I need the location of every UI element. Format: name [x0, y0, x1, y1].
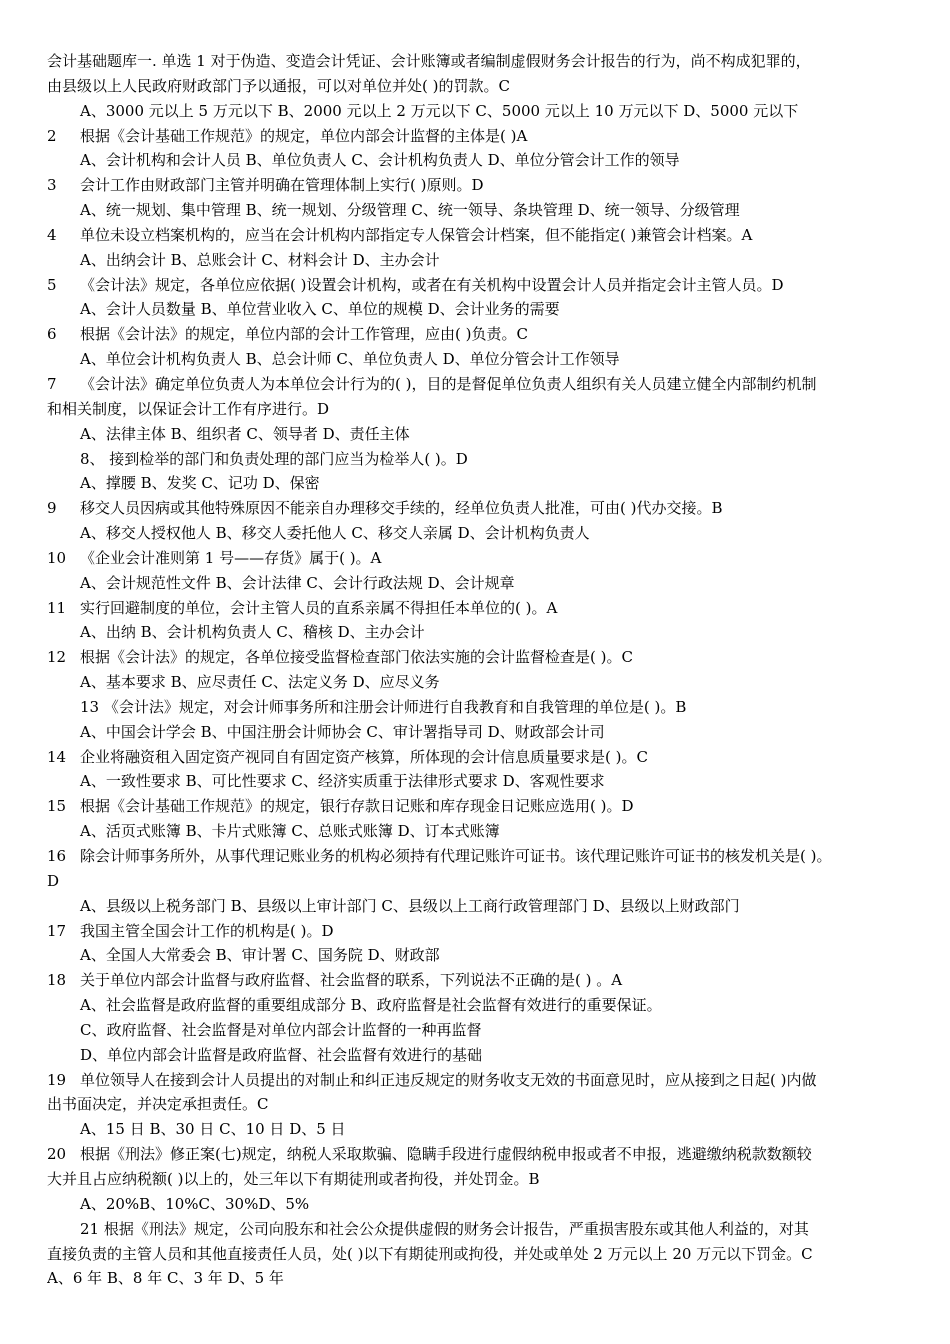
question-line — [47, 372, 928, 397]
question-line — [47, 1068, 928, 1093]
question-text: 《会计法》确定单位负责人为本单位会计行为的( )，目的是督促单位负责人组织有关人员建立健全内部制约机制 — [80, 374, 817, 393]
question-line — [47, 124, 928, 149]
question-text: 除会计师事务所外，从事代理记账业务的机构必须持有代理记账许可证书。该代理记账许可证书的核发机关是( )。 — [80, 847, 832, 865]
continuation-line: 和相关制度，以保证会计工作有序进行。D — [47, 399, 330, 418]
answer-line: A、社会监督是政府监督的重要组成部分 B、政府监督是社会监督有效进行的重要保证。 — [80, 996, 662, 1015]
answer-line: A、会计机构和会计人员 B、单位负责人 C、会计机构负责人 D、单位分管会计工作的领导 — [80, 151, 680, 170]
question-text: 《会计法》规定，各单位应依据( )设置会计机构，或者在有关机构中设置会计人员并指定会计主管人员。D — [80, 275, 784, 294]
answer-line: A、县级以上税务部门 B、县级以上审计部门 C、县级以上工商行政管理部门 D、县级以上财政部门 — [80, 896, 740, 915]
continuation-line: A、6 年 B、8 年 C、3 年 D、5 年 — [47, 1269, 284, 1288]
question-number: 19 — [47, 1070, 67, 1089]
question-number: 7 — [47, 374, 57, 393]
answer-line: A、一致性要求 B、可比性要求 C、经济实质重于法律形式要求 D、客观性要求 — [80, 772, 605, 791]
question-number: 10 — [47, 548, 67, 567]
question-number: 12 — [47, 648, 67, 667]
question-line — [47, 596, 928, 621]
question-number: 14 — [47, 747, 67, 766]
answer-line: A、移交人授权他人 B、移交人委托他人 C、移交人亲属 D、会计机构负责人 — [80, 524, 590, 543]
question-number: 3 — [47, 176, 57, 195]
question-line — [47, 273, 928, 298]
question-line — [47, 745, 928, 770]
question-line — [47, 322, 928, 347]
question-text: 单位未设立档案机构的，应当在会计机构内部指定专人保管会计档案，但不能指定( )兼管会计档案。A — [80, 225, 753, 244]
question-number: 4 — [47, 225, 57, 244]
answer-line: 21 根据《刑法》规定，公司向股东和社会公众提供虚假的财务会计报告，严重损害股东或其他人利益的，对其 — [80, 1219, 809, 1238]
question-number: 5 — [47, 275, 57, 294]
question-number: 9 — [47, 499, 57, 518]
question-line — [47, 844, 928, 869]
answer-line: A、法律主体 B、组织者 C、领导者 D、责任主体 — [80, 424, 410, 443]
answer-line: A、全国人大常委会 B、审计署 C、国务院 D、财政部 — [80, 946, 440, 965]
answer-line: C、政府监督、社会监督是对单位内部会计监督的一种再监督 — [80, 1020, 482, 1039]
question-line — [47, 546, 928, 571]
answer-line: 13 《会计法》规定，对会计师事务所和注册会计师进行自我教育和自我管理的单位是( )。B — [80, 697, 687, 716]
answer-line: D、单位内部会计监督是政府监督、社会监督有效进行的基础 — [80, 1045, 483, 1064]
question-number: 17 — [47, 921, 67, 940]
question-line — [47, 919, 928, 944]
question-text: 根据《会计法》的规定，各单位接受监督检查部门依法实施的会计监督检查是( )。C — [80, 648, 633, 667]
question-text: 移交人员因病或其他特殊原因不能亲自办理移交手续的，经单位负责人批准，可由( )代办交接。B — [80, 499, 723, 518]
question-text: 企业将融资租入固定资产视同自有固定资产核算，所体现的会计信息质量要求是( )。C — [80, 747, 648, 766]
answer-line: A、单位会计机构负责人 B、总会计师 C、单位负责人 D、单位分管会计工作领导 — [80, 350, 620, 369]
question-number: 18 — [47, 971, 67, 990]
answer-line: A、15 日 B、30 日 C、10 日 D、5 日 — [80, 1120, 346, 1139]
question-number: 11 — [47, 598, 67, 617]
continuation-line: D — [47, 871, 60, 890]
question-text: 根据《刑法》修正案(七)规定，纳税人采取欺骗、隐瞒手段进行虚假纳税申报或者不申报，逃避缴纳税款数额较 — [80, 1145, 812, 1164]
question-line — [47, 496, 928, 521]
continuation-line: 出书面决定，并决定承担责任。C — [47, 1095, 269, 1114]
question-text: 我国主管全国会计工作的机构是( )。D — [80, 921, 334, 940]
question-line — [47, 794, 928, 819]
question-number: 2 — [47, 126, 57, 145]
continuation-line: 会计基础题库一. 单选 1 对于伪造、变造会计凭证、会计账簿或者编制虚假财务会计报告的行为，尚不构成犯罪的， — [47, 52, 811, 70]
answer-line: A、中国会计学会 B、中国注册会计师协会 C、审计署指导司 D、财政部会计司 — [80, 722, 605, 741]
answer-line: A、活页式账簿 B、卡片式账簿 C、总账式账簿 D、订本式账簿 — [80, 822, 500, 841]
question-number: 6 — [47, 325, 57, 344]
question-number: 20 — [47, 1145, 67, 1164]
answer-line: A、20%B、10%C、30%D、5% — [80, 1194, 310, 1213]
continuation-line: 直接负责的主管人员和其他直接责任人员，处( )以下有期徒刑或拘役，并处或单处 2 万元以上 20 万元以下罚金。C — [47, 1244, 813, 1263]
answer-line: A、撑腰 B、发奖 C、记功 D、保密 — [80, 474, 320, 493]
answer-line: A、出纳会计 B、总账会计 C、材料会计 D、主办会计 — [80, 250, 440, 269]
answer-line: A、出纳 B、会计机构负责人 C、稽核 D、主办会计 — [80, 623, 425, 642]
answer-line: 8、 接到检举的部门和负责处理的部门应当为检举人( )。D — [80, 449, 468, 468]
question-text: 单位领导人在接到会计人员提出的对制止和纠正违反规定的财务收支无效的书面意见时，应从接到之日起( )内做 — [80, 1070, 817, 1089]
question-text: 关于单位内部会计监督与政府监督、社会监督的联系，下列说法不正确的是( ) 。A — [80, 971, 623, 990]
answer-line: A、统一规划、集中管理 B、统一规划、分级管理 C、统一领导、条块管理 D、统一领导、分级管理 — [80, 201, 740, 220]
question-text: 根据《会计法》的规定，单位内部的会计工作管理，应由( )负责。C — [80, 325, 528, 344]
answer-line: A、会计规范性文件 B、会计法律 C、会计行政法规 D、会计规章 — [80, 573, 515, 592]
question-text: 实行回避制度的单位，会计主管人员的直系亲属不得担任本单位的( )。A — [80, 598, 558, 617]
answer-line: A、会计人员数量 B、单位营业收入 C、单位的规模 D、会计业务的需要 — [80, 300, 560, 319]
question-line — [47, 645, 928, 670]
question-line — [47, 173, 928, 198]
question-line — [47, 968, 928, 993]
continuation-line: 由县级以上人民政府财政部门予以通报，可以对单位并处( )的罚款。C — [47, 76, 510, 95]
continuation-line: 大并且占应纳税额( )以上的，处三年以下有期徒刑或者拘役，并处罚金。B — [47, 1169, 540, 1188]
question-text: 根据《会计基础工作规范》的规定，银行存款日记账和库存现金日记账应选用( )。D — [80, 797, 634, 816]
question-line — [47, 223, 928, 248]
answer-line: A、基本要求 B、应尽责任 C、法定义务 D、应尽义务 — [80, 673, 440, 692]
question-line — [47, 1142, 928, 1167]
answer-line: A、3000 元以上 5 万元以下 B、2000 元以上 2 万元以下 C、5000 元以上 10 万元以下 D、5000 元以下 — [80, 101, 799, 120]
question-text: 会计工作由财政部门主管并明确在管理体制上实行( )原则。D — [80, 176, 484, 195]
question-text: 《企业会计准则第 1 号——存货》属于( )。A — [80, 548, 382, 567]
question-number: 15 — [47, 797, 67, 816]
question-text: 根据《会计基础工作规范》的规定，单位内部会计监督的主体是( )A — [80, 126, 528, 145]
question-number: 16 — [47, 847, 67, 865]
